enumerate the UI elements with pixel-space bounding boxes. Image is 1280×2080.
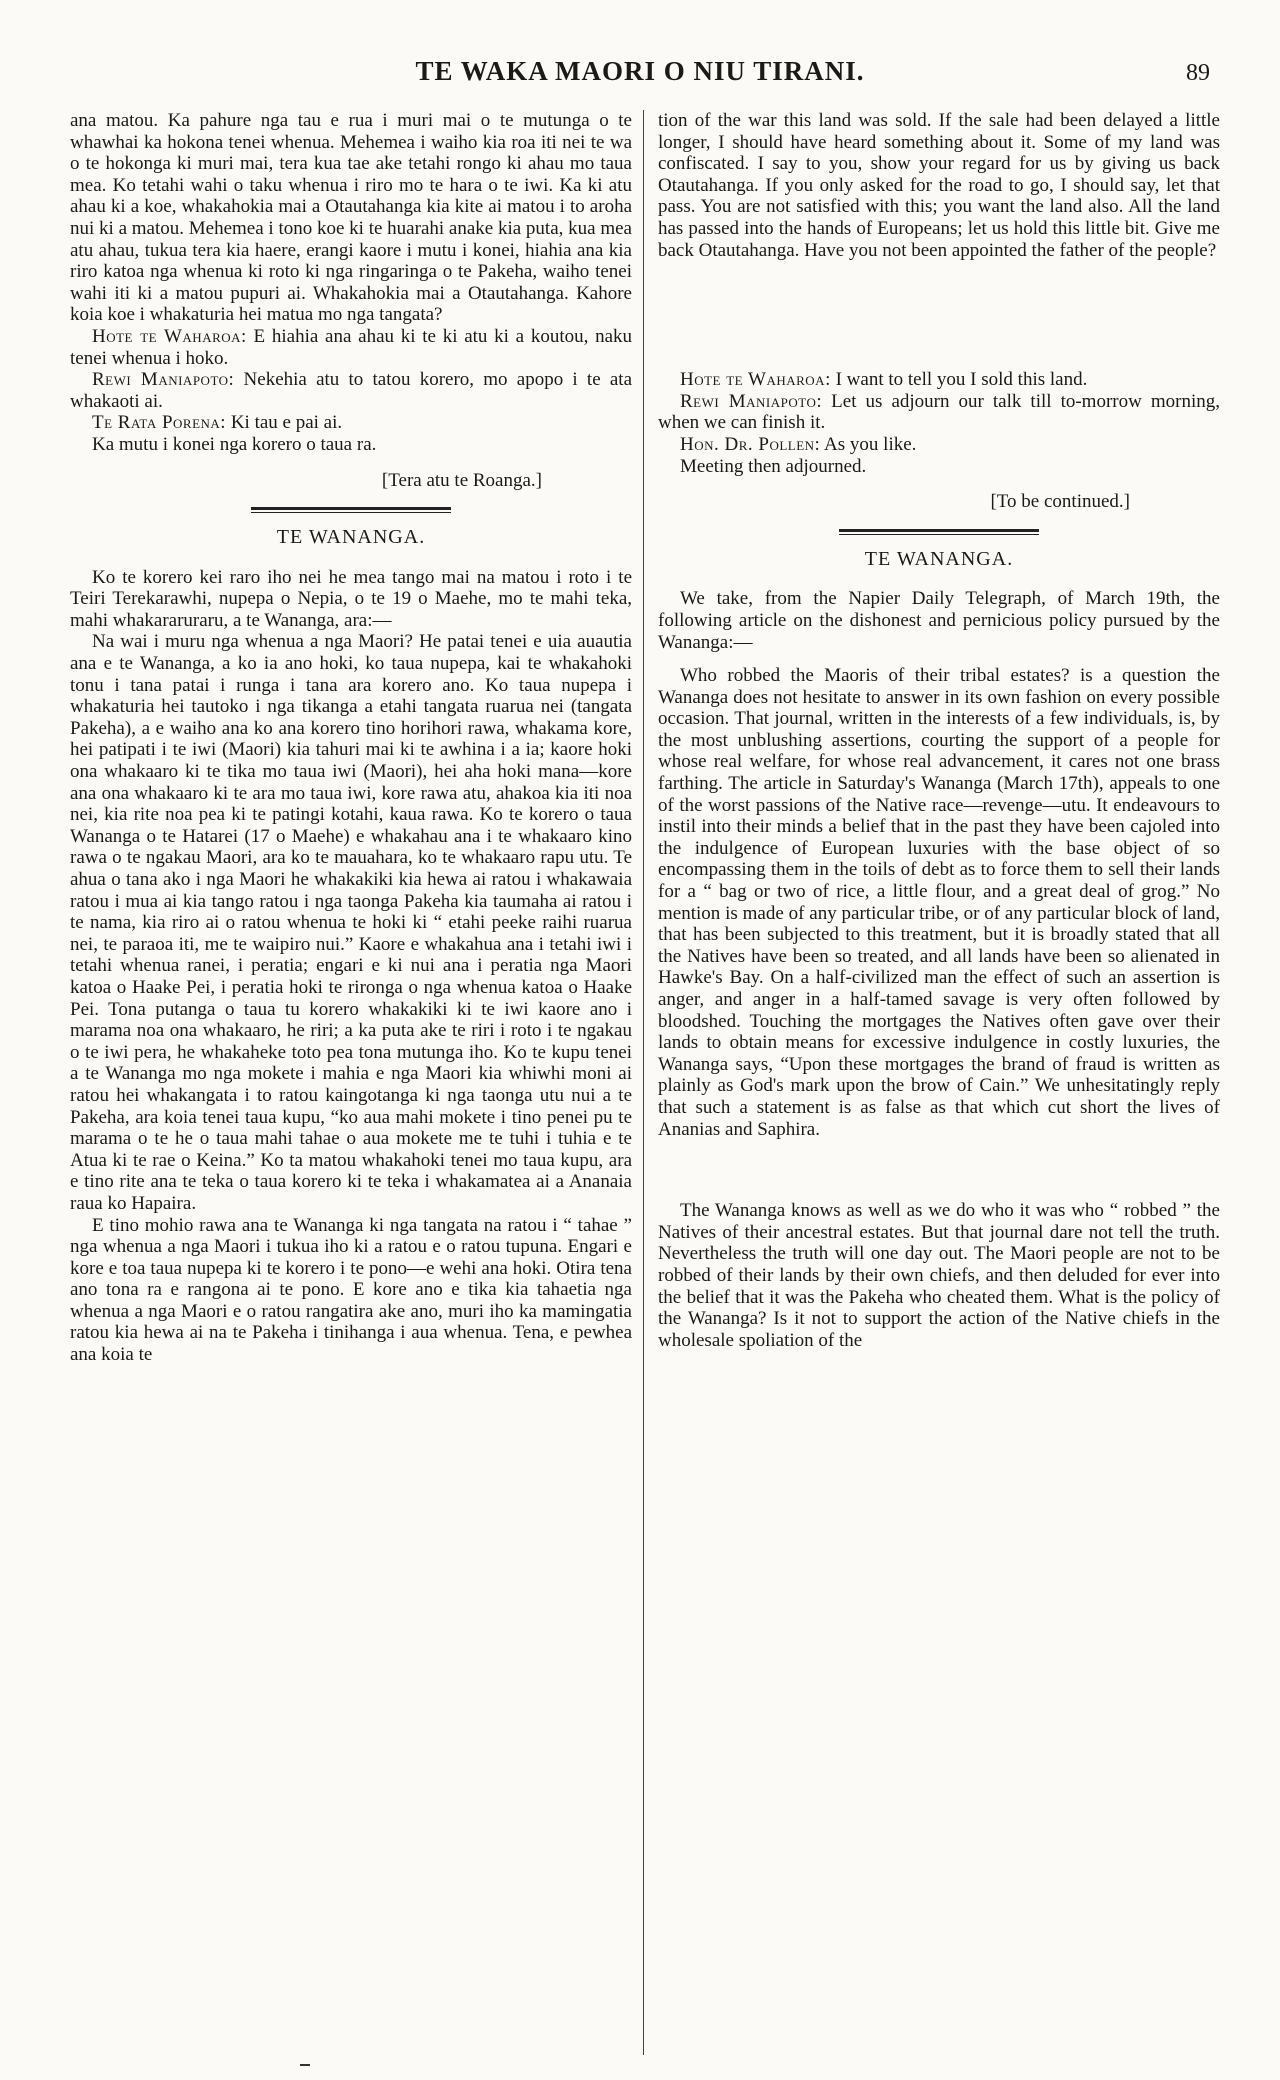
paragraph: Na wai i muru nga whenua a nga Maori? He patai tenei e uia auautia ana e te Wananga, a ko ia ano hoki, ko taua nupepa, kai te whakahoki tonu i tana patai i runga i tana ara korero ano. Ko taua nupepa i whakaturia hei tautoko i nga tikanga a etahi tangata ruarua nei (tangata Pakeha), a e waiho ana ko ana korero tino horihori rawa, whakama kore, hei patipati i te iwi (Maori) kia tahuri mai ki te awhina i a ia; kaore hoki ona whakaaro ki te tika mo taua iwi (Maori), hei aha hoki mana—kore ana ona whakaaro ki te ara mo taua iwi, kore rawa atu, ahakoa kia iti noa nei, kia rite noa pea ki te patingi kotahi, kaua rawa. Ko te korero o taua Wananga o te Hatarei (17 o Maehe) e whakahau ana i te whakaaro kino rawa o te ngakau Maori, ara ko te mauahara, ko te whakaaro rapu utu. Te ahua o tana ako i nga Maori he whakakiki kia hewa ai ratou i whakawaia ratou i mua ai kia tango ratou i nga taonga Pakeha kia taumaha ai ratou i te nama, kia riro ai o ratou whenua te hoki ki “ etahi peeke raihi ruarua nei, te paraoa iti, me te waipiro nui.” Kaore e whakahua ana i tetahi iwi i tetahi whenua ranei, i peratia; engari e ki nui ana i peratia nga Maori katoa o Haake Pei, i peratia hoki te rironga o nga whenua katoa o Haake Pei. Tona putanga o taua tu korero whakakiki ki te iwi kaore ano i marama noa ona whakaaro, he riri; a ka puta ake te riri i roto i te ngakau o te iwi pera, he whakaheke toto pea tona mutunga iho. Ko te kupu tenei a te Wananga mo nga mokete i mahia e nga Maori kia whiwhi moni ai ratou hei whakangata i to ratou kaingotanga ki nga taonga utu nui a te Pakeha, ara koia tenei taua kupu, “ko aua mahi mokete i tino penei pu te marama o te he o taua mahi tahae o aua mokete me te tuhi i tuhia e te Atua ki te rae o Keina.” Ko ta matou whakahoki tenei mo taua kupu, ara e tino rite ana te teka o taua korero ki te teka i whakamatea ai a Ananaia raua ko Hapaira.	[70, 631, 632, 1214]
speech-text: I want to tell you I sold this land.	[830, 369, 1088, 391]
speech-text: Let us adjourn our talk till to-morrow morning, when we can finish it.	[658, 390, 1220, 434]
continuation-note: [To be continued.]	[990, 491, 1130, 513]
page-header	[0, 56, 1280, 106]
paragraph: E tino mohio rawa ana te Wananga ki nga tangata na ratou i “ tahae ” nga whenua a nga Maori i tukua iho ki a ratou e o ratou tupuna. Engari e kore e toa taua nupepa ki te korero i te pono—e wehi ana hoki. Otira tena ano tona ra e rangona ai te pono. E kore ano e tika kia tahaetia nga whenua a nga Maori e o ratou rangatira ake ano, muri iho ka mamingatia ratou kia hewa ai na te Pakeha i tinihanga i aua whenua. Tena, e pewhea ana koia te	[70, 1214, 632, 1366]
maori-column	[70, 110, 632, 2050]
speaker-name: Te Rata Porena:	[92, 412, 227, 434]
speaker-name: Hote te Waharoa:	[92, 325, 247, 347]
speech-text: E hiahia ana ahau ki te ki atu ki a koutou, naku tenei whenua i hoko.	[70, 325, 633, 369]
continuation-note: [Tera atu te Roanga.]	[381, 469, 542, 491]
section-title: TE WANANGA.	[864, 547, 1014, 570]
paragraph: The Wananga knows as well as we do who it was who “ robbed ” the Natives of their ancestral estates. But that journal dare not tell the truth. Nevertheless the truth will one day out. The Maori people are not to be robbed of their lands by their own chiefs, and then deluded for ever into the belief that it was the Pakeha who cheated them. What is the policy of the Wananga? Is it not to support the action of the Native chiefs in the wholesale spoliation of the	[658, 1200, 1220, 1351]
paragraph: Ka mutu i konei nga korero o taua ra.	[92, 433, 377, 455]
speech-text: Ki tau e pai ai.	[226, 412, 343, 434]
english-column	[658, 110, 1220, 2050]
speech-paragraph	[70, 412, 632, 434]
speech-text: Nekehia atu to tatou korero, mo apopo i te ata whakaoti ai.	[70, 369, 633, 412]
section-rule	[839, 529, 1039, 535]
paragraph: ana matou. Ka pahure nga tau e rua i muri mai o te mutunga o te whawhai ka hokona tenei whenua. Mehemea i waiho kia roa iti nei te wa o te hokonga ki muri mai, tera kua tae ake tetahi rongo ki ahau mo taua mea. Ko tetahi wahi o taku whenua i riro mo te hara o te iwi. Ka ki atu ahau ki a koe, whakahokia mai a Otautahanga kia kite ai matou i to aroha nui ki a matou. Mehemea i tono koe ki te huarahi anake kia puta, kua mea atu ahau, tukua tera kia haere, erangi kaore i mutu i konei, hiahia ana kia riro katoa nga whenua ki roto ki nga ringaringa o te Pakeha, waiho tenei wahi iti ki a matou pupuri ai. Whakahokia mai a Otautahanga. Kahore koia koe i whakaturia hei matua mo nga tangata?	[70, 110, 632, 326]
speech-paragraph	[658, 369, 1220, 391]
speech-paragraph	[658, 391, 1220, 434]
section-rule	[251, 507, 451, 513]
speech-paragraph	[70, 369, 632, 412]
speech-paragraph	[658, 434, 1220, 456]
running-title: TE WAKA MAORI O NIU TIRANI.	[415, 56, 865, 86]
spacer	[658, 261, 1220, 369]
speaker-name: Hon. Dr. Pollen:	[680, 433, 821, 455]
paragraph: Ko te korero kei raro iho nei he mea tango mai na matou i roto i te Teiri Terekarawhi, nupepa o Nepia, o te 19 o Maehe, mo te mahi teka, mahi whakararuraru, a te Wananga, ara:—	[70, 566, 632, 631]
speaker-name: Rewi Maniapoto:	[92, 369, 235, 391]
section-title: TE WANANGA.	[276, 526, 426, 549]
footer-mark	[300, 2064, 310, 2066]
speaker-name: Rewi Maniapoto:	[680, 390, 823, 412]
paragraph: tion of the war this land was sold. If the sale had been delayed a little longer, I should have heard something about it. Some of my land was confiscated. I say to you, show your regard for us by giving us back Otautahanga. If you only asked for the road to go, I should say, let that pass. You are not satisfied with this; you want the land also. All the land has passed into the hands of Europeans; let us hold this little bit. Give me back Otautahanga. Have you not been appointed the father of the people?	[658, 110, 1220, 261]
speech-paragraph	[70, 326, 632, 369]
page-number: 89	[1186, 60, 1210, 86]
paragraph: Meeting then adjourned.	[680, 455, 867, 477]
column-divider	[643, 110, 644, 2055]
paragraph: We take, from the Napier Daily Telegraph, of March 19th, the following article on the dishonest and pernicious policy pursued by the Wananga:—	[658, 588, 1220, 653]
speaker-name: Hote te Waharoa:	[680, 369, 831, 391]
speech-text: As you like.	[820, 433, 917, 455]
spacer	[658, 1140, 1220, 1200]
spacer	[658, 653, 1220, 665]
paragraph: Who robbed the Maoris of their tribal estates? is a question the Wananga does not hesitate to answer in its own fashion on every possible occasion. That journal, written in the interests of a few individuals, is, by the most unblushing assertions, courting the support of a people for whose real welfare, for whose real advancement, it cares not one brass farthing. The article in Saturday's Wananga (March 17th), appeals to one of the worst passions of the Native race—revenge—utu. It endeavours to instil into their minds a belief that in the past they have been cajoled into the indulgence of European luxuries with the base object of so encompassing them in the toils of debt as to force them to sell their lands for a “ bag or two of rice, a little flour, and a great deal of grog.” No mention is made of any particular tribe, or of any particular block of land, that has been subjected to this treatment, but it is broadly stated that all the Natives have been so treated, and all lands have been so alienated in Hawke's Bay. On a half-civilized man the effect of such an assertion is anger, and anger in a half-tamed savage is very often followed by bloodshed. Touching the mortgages the Natives often gave over their lands to obtain means for excessive indulgence in costly luxuries, the Wananga says, “Upon these mortgages the brand of fraud is written as plainly as God's mark upon the brow of Cain.” We unhesitatingly reply that such a statement is as false as that which cut short the lives of Ananias and Saphira.	[658, 665, 1220, 1140]
